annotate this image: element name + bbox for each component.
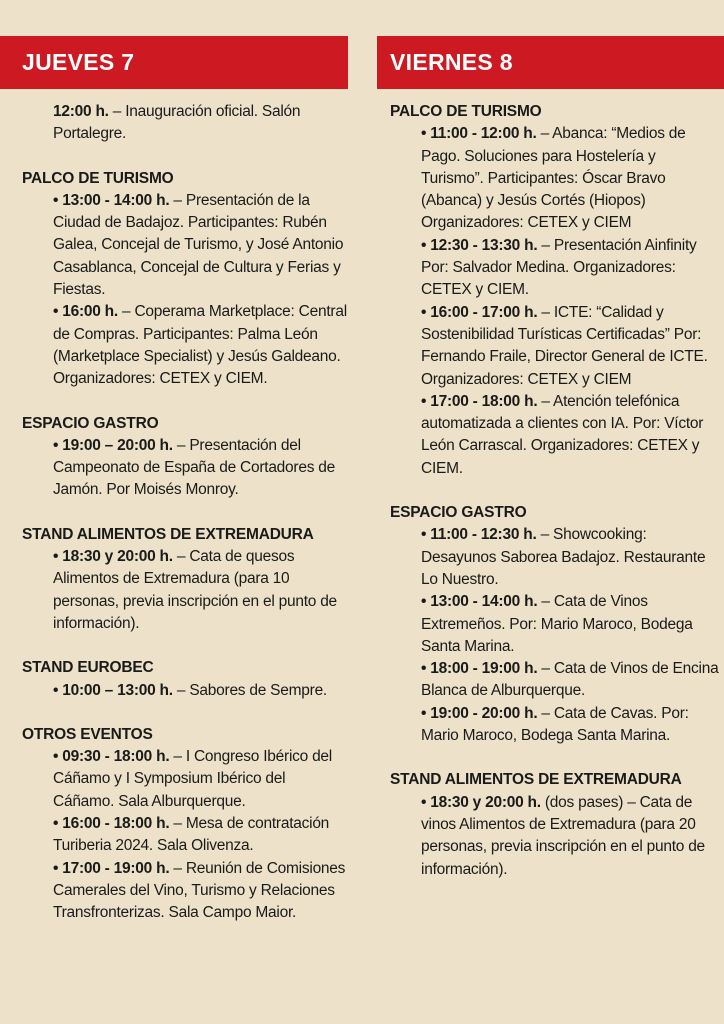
event-text: (dos pases) – Cata de vinos Alimentos de Extremadura (para 20 personas, previa inscripción en el punto de información). bbox=[421, 793, 705, 878]
event-text: – Cata de Vinos Extremeños. Por: Mario Maroco, Bodega Santa Marina. bbox=[421, 593, 693, 655]
thursday-content bbox=[0, 89, 352, 925]
event-entry bbox=[22, 746, 348, 813]
friday-column bbox=[377, 36, 724, 903]
event-entry bbox=[22, 858, 348, 925]
event-time: • 13:00 - 14:00 h. bbox=[421, 593, 538, 611]
event-time: • 13:00 - 14:00 h. bbox=[53, 191, 170, 209]
event-text: – ICTE: “Calidad y Sostenibilidad Turísticas Certificadas” Por: Fernando Fraile, Director General de ICTE. Organizadores: CETEX y CIEM bbox=[421, 303, 708, 388]
event-text: – Sabores de Sempre. bbox=[172, 681, 327, 699]
event-time: 12:00 h. bbox=[53, 103, 109, 120]
event-time: • 11:00 - 12:00 h. bbox=[421, 125, 537, 143]
event-time: • 10:00 – 13:00 h. bbox=[53, 681, 173, 699]
section-otros-eventos bbox=[22, 724, 348, 925]
thursday-column bbox=[0, 36, 352, 947]
event-text: Por: Salvador Medina. Organizadores: CETEX y CIEM. bbox=[421, 259, 676, 299]
event-text: – Presentación de la Ciudad de Badajoz. Participantes: Rubén Galea, Concejal de Turismo, y José Antonio Casablanca, Concejal de Cultura y Ferias y Fiestas. bbox=[53, 191, 344, 299]
section-palco-turismo bbox=[390, 101, 720, 480]
friday-content bbox=[377, 89, 724, 881]
event-entry bbox=[390, 524, 720, 591]
event-text: – Coperama Marketplace: Central de Compras. Participantes: Palma León (Marketplace Specialist) y Jesús Galdeano. Organizadores: CETEX y CIEM. bbox=[53, 303, 347, 388]
section-title: PALCO DE TURISMO bbox=[22, 169, 174, 187]
event-entry bbox=[390, 302, 720, 391]
event-entry bbox=[390, 391, 720, 480]
event-entry bbox=[390, 591, 720, 658]
event-time: • 12:30 - 13:30 h. bbox=[421, 236, 538, 254]
event-time: • 16:00 h. bbox=[53, 303, 118, 321]
section-title: ESPACIO GASTRO bbox=[390, 504, 527, 522]
event-text: – Cata de Vinos de Encina Blanca de Alburquerque. bbox=[421, 660, 719, 700]
section-title: ESPACIO GASTRO bbox=[22, 414, 159, 432]
event-entry bbox=[22, 190, 348, 301]
day-header-friday bbox=[377, 36, 724, 89]
event-entry bbox=[390, 703, 720, 748]
event-text: – Inauguración oficial. Salón Portalegre. bbox=[53, 103, 301, 143]
event-time: • 19:00 – 20:00 h. bbox=[53, 436, 173, 454]
section-espacio-gastro bbox=[390, 502, 720, 747]
section-title: STAND ALIMENTOS DE EXTREMADURA bbox=[22, 525, 314, 543]
event-time: • 16:00 - 17:00 h. bbox=[421, 303, 538, 321]
section-espacio-gastro bbox=[22, 413, 348, 502]
event-entry bbox=[22, 101, 348, 146]
event-text: – Cata de quesos Alimentos de Extremadura (para 10 personas, previa inscripción en el punto de información). bbox=[53, 548, 337, 632]
section-stand-eurobec bbox=[22, 657, 348, 702]
event-time: • 18:30 y 20:00 h. bbox=[421, 793, 541, 811]
section-title: STAND EUROBEC bbox=[22, 659, 154, 677]
event-time: • 11:00 - 12:30 h. bbox=[421, 526, 537, 544]
section-stand-alimentos bbox=[22, 524, 348, 635]
event-time: • 18:00 - 19:00 h. bbox=[421, 660, 538, 678]
event-time: • 16:00 - 18:00 h. bbox=[53, 815, 170, 833]
intro-section bbox=[22, 101, 348, 146]
day-title: VIERNES 8 bbox=[390, 49, 513, 75]
event-text: – Atención telefónica automatizada a clientes con IA. Por: Víctor León Carrascal. Organizadores: CETEX y CIEM. bbox=[421, 392, 704, 477]
section-stand-alimentos bbox=[390, 769, 720, 880]
section-palco-turismo bbox=[22, 168, 348, 391]
event-text: – Cata de Cavas. Por: Mario Maroco, Bodega Santa Marina. bbox=[421, 704, 689, 745]
event-text: – Mesa de contratación Turiberia 2024. Sala Olivenza. bbox=[53, 815, 330, 855]
event-entry bbox=[390, 123, 720, 234]
event-text: – Presentación Ainfinity bbox=[537, 236, 697, 254]
event-text: – Abanca: “Medios de Pago. Soluciones para Hostelería y Turismo”. Participantes: Óscar Bravo (Abanca) y Jesús Cortés (Hiopos) Organizadores: CETEX y CIEM bbox=[421, 125, 686, 232]
event-text: – Reunión de Comisiones Camerales del Vino, Turismo y Relaciones Transfronterizas. Sala Campo Maior. bbox=[53, 859, 346, 922]
event-entry bbox=[22, 546, 348, 635]
event-text: – I Congreso Ibérico del Cáñamo y I Symposium Ibérico del Cáñamo. Sala Alburquerque. bbox=[53, 748, 332, 810]
event-entry bbox=[22, 435, 348, 502]
event-entry bbox=[390, 235, 720, 257]
event-entry bbox=[22, 301, 348, 390]
event-text: – Showcooking: Desayunos Saborea Badajoz. Restaurante Lo Nuestro. bbox=[421, 526, 706, 588]
event-text: – Presentación del Campeonato de España de Cortadores de Jamón. Por Moisés Monroy. bbox=[53, 436, 336, 499]
day-title: JUEVES 7 bbox=[22, 49, 135, 75]
event-time: • 17:00 - 19:00 h. bbox=[53, 859, 170, 877]
event-time: • 17:00 - 18:00 h. bbox=[421, 392, 538, 410]
section-title: STAND ALIMENTOS DE EXTREMADURA bbox=[390, 771, 682, 789]
event-entry bbox=[22, 680, 348, 702]
section-title: PALCO DE TURISMO bbox=[390, 103, 542, 120]
event-time: • 18:30 y 20:00 h. bbox=[53, 548, 173, 566]
section-title: OTROS EVENTOS bbox=[22, 725, 153, 743]
event-entry bbox=[22, 813, 348, 858]
event-time: • 19:00 - 20:00 h. bbox=[421, 704, 538, 722]
day-header-thursday bbox=[0, 36, 348, 89]
event-entry bbox=[390, 658, 720, 703]
event-time: • 09:30 - 18:00 h. bbox=[53, 748, 170, 766]
event-entry bbox=[390, 257, 720, 302]
event-entry bbox=[390, 792, 720, 881]
